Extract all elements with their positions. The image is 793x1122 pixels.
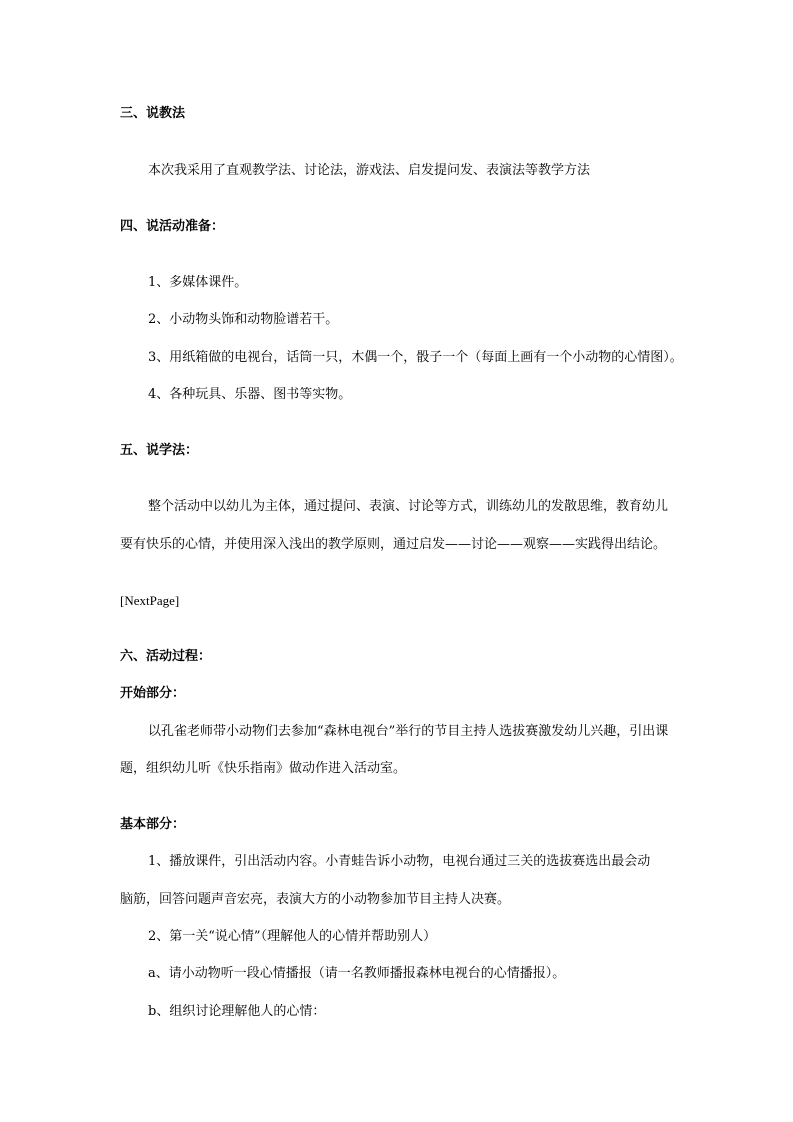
next-page-marker: [NextPage] [120,593,180,608]
start-part-heading: 开始部分： [120,686,186,701]
list-item: 4、各种玩具、乐器、图书等实物。 [148,387,352,402]
start-part-line1: 以孔雀老师带小动物们去参加“森林电视台”举行的节目主持人选拔赛激发幼儿兴趣，引出课 [148,724,669,739]
basic-item1-line1: 1、播放课件，引出活动内容。小青蛙告诉小动物，电视台通过三关的选拔赛选出最会动 [148,854,651,869]
section5-paragraph-line2: 要有快乐的心情，并使用深入浅出的教学原则，通过启发——讨论——观察——实践得出结论。 [120,537,667,552]
basic-item2a: a、请小动物听一段心情播报（请一名教师播报森林电视台的心情播报）。 [148,966,566,981]
section3-paragraph: 本次我采用了直观教学法、讨论法，游戏法、启发提问发、表演法等教学方法 [148,163,591,178]
section6-heading: 六、活动过程： [120,649,212,664]
basic-item1-line2: 脑筋，回答问题声音宏亮，表演大方的小动物参加节目主持人决赛。 [120,892,511,907]
list-item: 3、用纸箱做的电视台，话筒一只，木偶一个，骰子一个（每面上画有一个小动物的心情图）。 [148,350,683,365]
basic-item2b: b、组织讨论理解他人的心情： [148,1004,326,1019]
basic-part-heading: 基本部分： [120,817,186,832]
section4-heading: 四、说活动准备： [120,219,225,234]
section5-paragraph-line1: 整个活动中以幼儿为主体，通过提问、表演、讨论等方式，训练幼儿的发散思维，教育幼儿 [148,499,669,514]
list-item: 2、小动物头饰和动物脸谱若干。 [148,312,339,327]
start-part-line2: 题，组织幼儿听《快乐指南》做动作进入活动室。 [120,761,407,776]
section3-heading: 三、说教法 [120,106,186,121]
section5-heading: 五、说学法： [120,443,199,458]
list-item: 1、多媒体课件。 [148,275,248,290]
basic-item2: 2、第一关“说心情”（理解他人的心情并帮助别人） [148,929,437,944]
